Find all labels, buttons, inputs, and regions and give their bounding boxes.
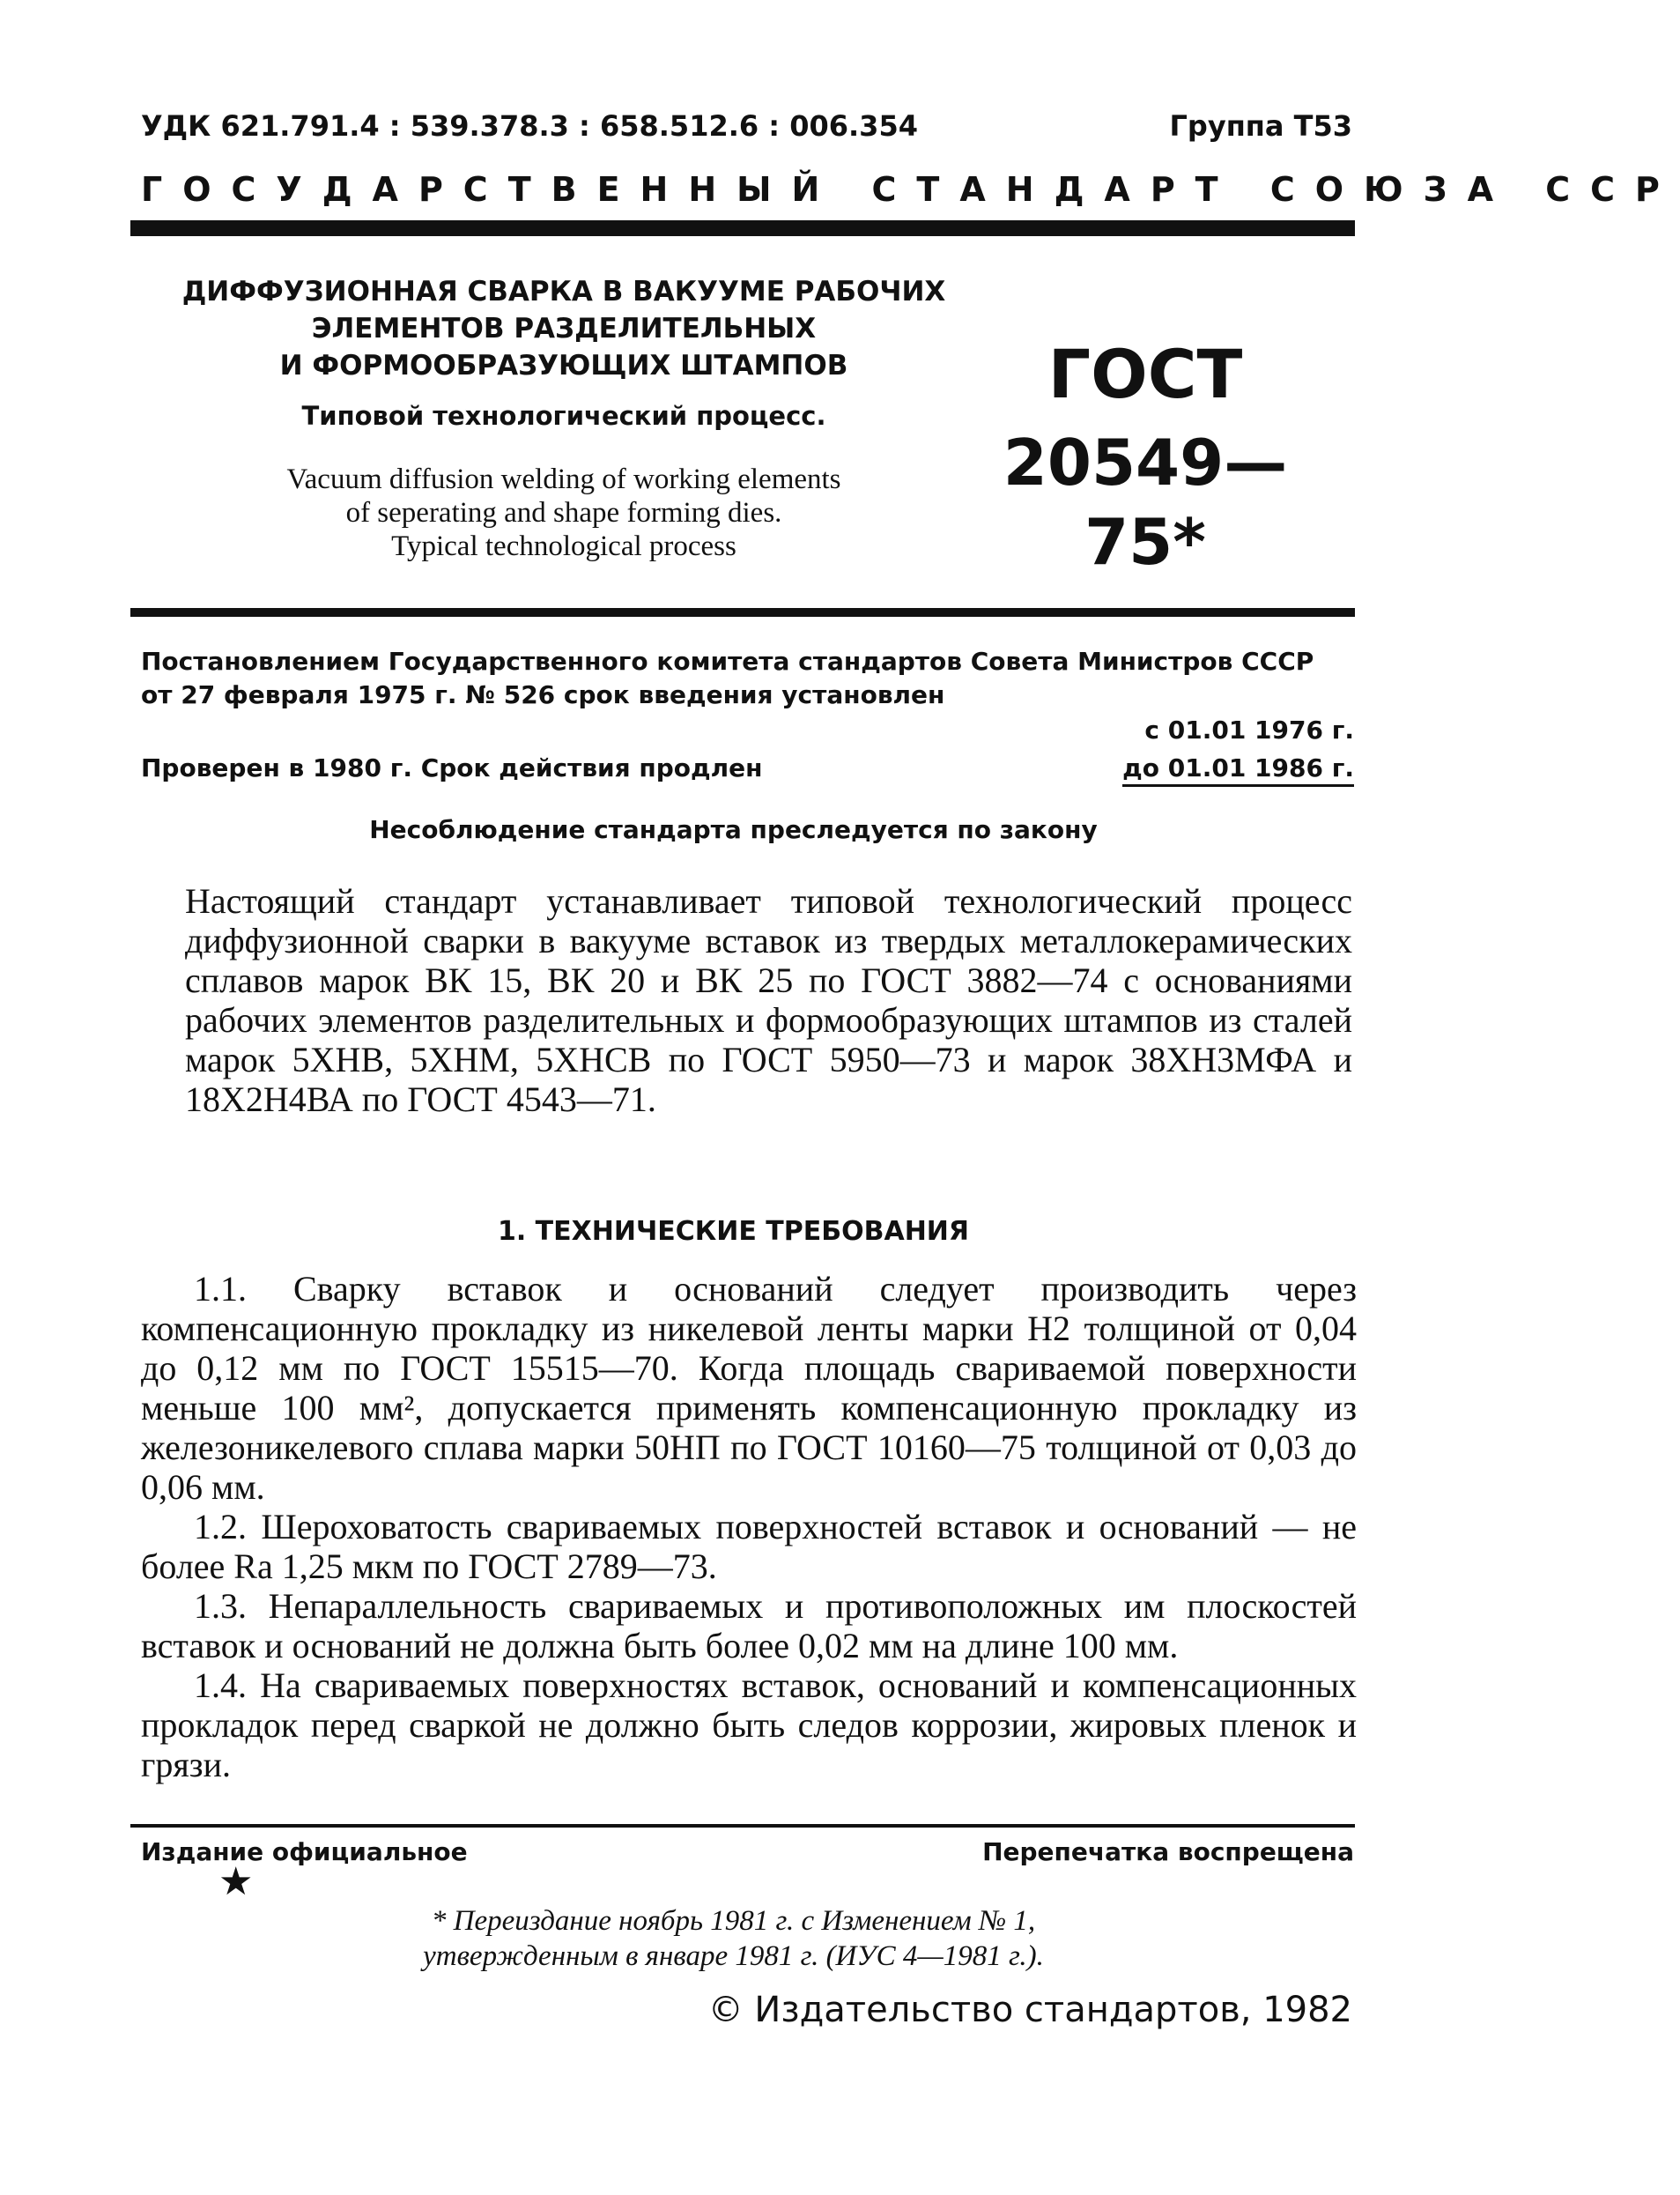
intro-text: Настоящий стандарт устанавливает типовой технологический процесс диффузионной сварки в вакууме вставок из твердых металлокерамических сплавов марок ВК 15, ВК 20 и ВК 25 по ГОСТ 3882—74 с основаниями рабочих элементов разделительных и формообразующих штампов из сталей марок 5ХНВ, 5ХНМ, 5ХНСВ по ГОСТ 5950—73 и марок 38ХН3МФА и 18Х2Н4ВА по ГОСТ 4543—71.: [185, 881, 1352, 1119]
document-title: [176, 273, 951, 384]
resolution-line-2: от 27 февраля 1975 г. № 526 срок введения установлен: [141, 680, 945, 709]
footnote-line-2: утвержденным в январе 1981 г. (ИУС 4—1981 г.).: [423, 1940, 1044, 1972]
requirement-item: 1.3. Непараллельность свариваемых и противоположных им плоскостей вставок и оснований не должна быть более 0,02 мм на длине 100 мм.: [141, 1586, 1357, 1665]
section-title: 1. ТЕХНИЧЕСКИЕ ТРЕБОВАНИЯ: [497, 1216, 970, 1247]
copyright-note: © Издательство стандартов, 1982: [707, 1990, 1352, 2030]
resolution-line-1: Постановлением Государственного комитета стандартов Совета Министров СССР: [141, 647, 1314, 676]
resolution-text: [141, 645, 1353, 712]
state-standard-heading: ГОСУДАРСТВЕННЫЙ СТАНДАРТ СОЮЗА ССР: [141, 170, 1680, 209]
gost-label: ГОСТ: [1047, 335, 1243, 413]
document-subtitle: Типовой технологический процесс.: [301, 401, 826, 431]
english-line-2: of seperating and shape forming dies.: [345, 497, 782, 529]
requirements-list: [141, 1269, 1357, 1784]
checked-note: Проверен в 1980 г. Срок действия продлен: [141, 753, 763, 782]
group-code: Группа Т53: [1169, 109, 1352, 143]
requirement-item: 1.2. Шероховатость свариваемых поверхностей вставок и оснований — не более Ra 1,25 мкм по ГОСТ 2789—73.: [141, 1507, 1357, 1586]
udk-code: УДК 621.791.4 : 539.378.3 : 658.512.6 : 006.354: [141, 109, 918, 143]
gost-number: 20549—75*: [1003, 426, 1288, 579]
title-line-3: И ФОРМООБРАЗУЮЩИХ ШТАМПОВ: [279, 350, 848, 382]
edition-note: Издание официальное: [141, 1837, 468, 1866]
effective-date: с 01.01 1976 г.: [1144, 716, 1354, 745]
extended-date: до 01.01 1986 г.: [1122, 753, 1354, 787]
header-divider: [130, 220, 1355, 236]
reissue-footnote: [0, 1903, 1467, 1974]
intro-paragraph: [185, 881, 1352, 1119]
requirement-item: 1.4. На свариваемых поверхностях вставок, оснований и компенсационных прокладок перед сваркой не должно быть следов коррозии, жировых пленок и грязи.: [141, 1665, 1357, 1784]
footer-divider: [130, 1824, 1355, 1828]
legal-warning: Несоблюдение стандарта преследуется по закону: [369, 815, 1098, 844]
reprint-ban-note: Перепечатка воспрещена: [982, 1837, 1354, 1866]
star-icon: ★: [218, 1859, 254, 1904]
gost-designation: [969, 335, 1321, 582]
english-line-1: Vacuum diffusion welding of working elements: [286, 463, 841, 495]
title-divider: [130, 608, 1355, 617]
english-line-3: Typical technological process: [391, 530, 736, 562]
requirement-item: 1.1. Сварку вставок и оснований следует производить через компенсационную прокладку из никелевой ленты марки Н2 толщиной от 0,04 до 0,12 мм по ГОСТ 15515—70. Когда площадь свариваемой поверхности меньше 100 мм², допускается применять компенсационную прокладку из железоникелевого сплава марки 50НП по ГОСТ 10160—75 толщиной от 0,03 до 0,06 мм.: [141, 1269, 1357, 1507]
footnote-line-1: * Переиздание ноябрь 1981 г. с Изменением № 1,: [431, 1905, 1036, 1937]
title-line-1: ДИФФУЗИОННАЯ СВАРКА В ВАКУУМЕ РАБОЧИХ: [181, 276, 946, 308]
title-line-2: ЭЛЕМЕНТОВ РАЗДЕЛИТЕЛЬНЫХ: [311, 313, 817, 345]
english-title: [176, 463, 951, 563]
